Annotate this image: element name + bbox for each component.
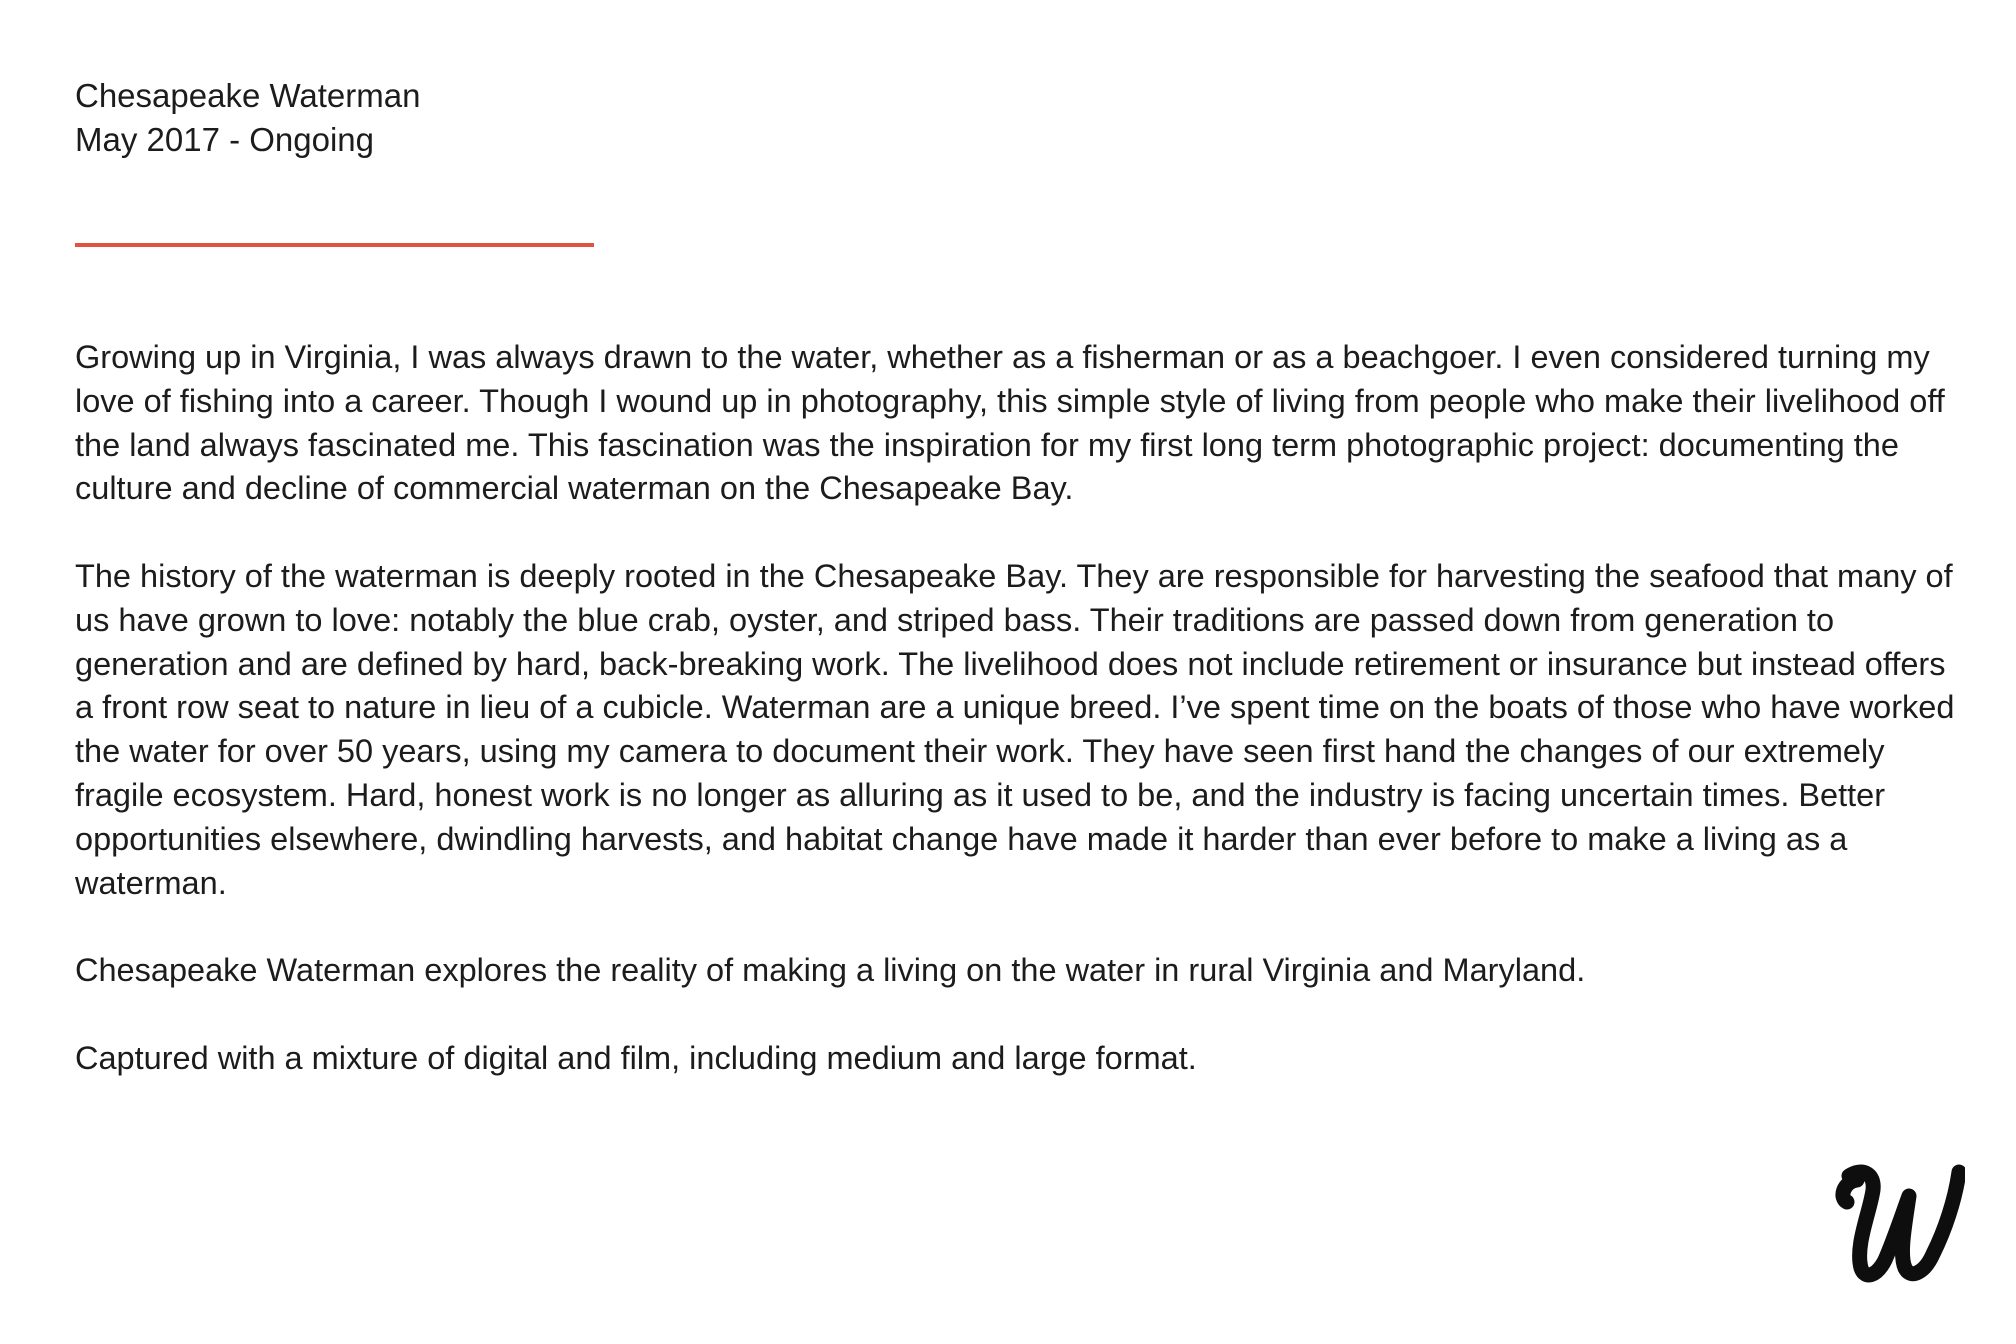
paragraph: Chesapeake Waterman explores the reality of making a living on the water in rural Virginia and Maryland. [75, 952, 1586, 989]
paragraph: Growing up in Virginia, I was always drawn to the water, whether as a fisherman or as a beachgoer. I even considered turning my love of fishing into a career. Though I wound up in photography, this simple style of living from people who make their livelihood off the land always fascinated me. This fascination was the inspiration for my first long term photographic project: documenting the culture and decline of commercial waterman on the Chesapeake Bay. [75, 339, 1945, 507]
project-date-range: May 2017 - Ongoing [75, 121, 375, 158]
project-title: Chesapeake Waterman [75, 77, 421, 114]
project-heading [75, 74, 420, 162]
paragraph: The history of the waterman is deeply rooted in the Chesapeake Bay. They are responsible for harvesting the seafood that many of us have grown to love: notably the blue crab, oyster, and striped bass. Their traditions are passed down from generation to generation and are defined by hard, back-breaking work. The livelihood does not include retirement or insurance but instead offers a front row seat to nature in lieu of a cubicle. Waterman are a unique breed. I’ve spent time on the boats of those who have worked the water for over 50 years, using my camera to document their work. They have seen first hand the changes of our extremely fragile ecosystem. Hard, honest work is no longer as alluring as it used to be, and the industry is facing uncertain times. Better opportunities elsewhere, dwindling harvests, and habitat change have made it harder than ever before to make a living as a waterman. [75, 557, 1955, 901]
accent-divider [75, 243, 594, 247]
project-description [75, 336, 1955, 1124]
script-w-logo-icon [1835, 1150, 1965, 1290]
paragraph: Captured with a mixture of digital and film, including medium and large format. [75, 1039, 1197, 1076]
